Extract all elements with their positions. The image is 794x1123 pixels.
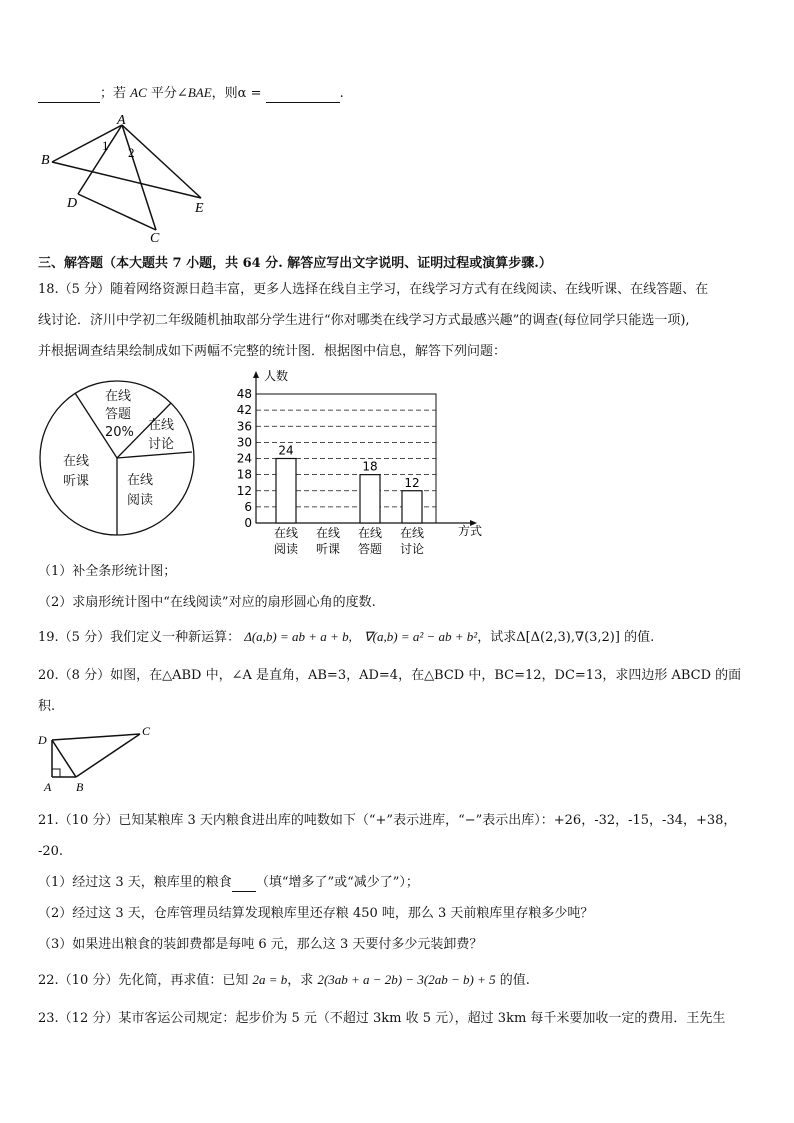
text: . — [339, 86, 344, 101]
text: ，试求Δ[Δ(2,3),∇(3,2)] 的值. — [477, 630, 655, 645]
pie-chart — [38, 373, 200, 543]
vertex-label: C — [150, 231, 160, 246]
pie-label: 在线 — [127, 473, 154, 488]
q21-sub3: （3）如果进出粮食的装卸费都是每吨 6 元，那么这 3 天要付多少元装卸费？ — [38, 937, 483, 952]
y-tick-label: 36 — [236, 419, 252, 434]
math: 2a = b — [252, 972, 288, 987]
y-tick-label: 12 — [236, 483, 252, 498]
answer-blank — [232, 877, 256, 892]
answer-blank — [38, 88, 100, 103]
section-heading: 三、解答题（本大题共 7 小题，共 64 分. 解答应写出文字说明、证明过程或演算步骤.） — [38, 256, 552, 271]
q18-sub2: （2）求扇形统计图中“在线阅读”对应的扇形圆心角的度数. — [38, 595, 376, 610]
math: ∇(a,b) = a² − ab + b² — [363, 629, 478, 644]
math: BAE — [187, 85, 212, 100]
q18-line2: 线讨论．济川中学初二年级随机抽取部分学生进行“你对哪类在线学习方式最感兴趣”的调查(每位同学只能选一项), — [38, 313, 690, 328]
vertex-label: D — [38, 733, 47, 747]
text: 19.（5 分）我们定义一种新运算： — [38, 630, 241, 645]
text: 平分∠ — [150, 86, 188, 101]
math: 2(3ab + a − 2b) − 3(2ab − b) + 5 — [317, 972, 496, 987]
y-tick-label: 0 — [244, 516, 252, 530]
math: AC — [130, 85, 147, 100]
pie-label: 在线 — [105, 389, 132, 404]
x-axis-label: 方式 — [458, 524, 483, 538]
bar-chart — [228, 366, 488, 556]
x-tick-label: 听课 — [315, 542, 341, 556]
text: 的值. — [499, 973, 530, 988]
bar-value-label: 18 — [362, 459, 378, 474]
x-tick-label: 在线 — [315, 526, 341, 540]
q18-line1: 18.（5 分）随着网络资源日趋丰富，更多人选择在线自主学习，在线学习方式有在线阅读、在线听课、在线答题、在 — [38, 282, 709, 297]
x-tick-label: 在线 — [399, 526, 425, 540]
x-tick-label: 答题 — [357, 542, 383, 556]
vertex-label: A — [117, 114, 126, 128]
angle-label: 2 — [128, 145, 135, 160]
q20-line2: 积. — [38, 699, 56, 714]
q21-line1: 21.（10 分）已知某粮库 3 天内粮食进出库的吨数如下（“+”表示进库，“−”表示出库）：+26，-32，-15，-34，+38， — [38, 813, 737, 828]
text: ，求 — [287, 973, 314, 988]
q17-answer-line — [38, 84, 344, 103]
y-axis-label: 人数 — [264, 369, 289, 383]
bar — [402, 491, 422, 523]
figure-17-triangles — [38, 114, 228, 246]
y-tick-label: 6 — [244, 499, 252, 514]
q21-line2: -20. — [38, 844, 64, 859]
pie-label: 答题 — [105, 407, 132, 422]
pie-label: 在线 — [148, 418, 175, 433]
pie-label: 阅读 — [127, 493, 154, 508]
vertex-label: E — [195, 201, 204, 216]
angle-label: 1 — [102, 138, 109, 153]
pie-label: 讨论 — [148, 437, 175, 452]
math: Δ(a,b) = ab + a + b, — [244, 629, 352, 644]
x-tick-label: 阅读 — [273, 542, 299, 556]
bar — [276, 459, 296, 524]
figure-20-quadrilateral — [34, 722, 164, 794]
q22 — [38, 971, 530, 990]
pie-label: 在线 — [63, 454, 90, 469]
vertex-label: B — [76, 780, 84, 794]
q19 — [38, 628, 654, 647]
q18-line3: 并根据调查结果绘制成如下两幅不完整的统计图．根据图中信息，解答下列问题： — [38, 344, 507, 359]
q23-line1: 23.（12 分）某市客运公司规定：起步价为 5 元（不超过 3km 收 5 元），超过 3km 每千米要加收一定的费用．王先生 — [38, 1011, 726, 1026]
y-axis-arrow — [253, 371, 259, 378]
bar-value-label: 24 — [278, 443, 294, 458]
vertex-label: B — [41, 153, 50, 168]
text: （填“增多了”或“减少了”）； — [255, 875, 419, 890]
bar-value-label: 12 — [404, 475, 420, 490]
q21-sub1 — [38, 874, 419, 892]
q18-sub1: （1）补全条形统计图； — [38, 564, 177, 579]
x-tick-label: 在线 — [357, 526, 383, 540]
vertex-label: C — [142, 724, 151, 738]
text: ，则α = — [211, 86, 262, 101]
bar — [360, 475, 380, 523]
q21-sub2: （2）经过这 3 天，仓库管理员结算发现粮库里还存粮 450 吨，那么 3 天前粮库里存粮多少吨？ — [38, 906, 594, 921]
y-tick-label: 30 — [236, 435, 252, 450]
text: ；若 — [100, 86, 127, 101]
y-tick-label: 42 — [236, 403, 252, 418]
y-tick-label: 18 — [236, 467, 252, 482]
vertex-label: D — [67, 196, 78, 211]
text: （1）经过这 3 天，粮库里的粮食 — [38, 875, 232, 890]
x-tick-label: 在线 — [273, 526, 299, 540]
q20-line1: 20.（8 分）如图，在△ABD 中，∠A 是直角，AB=3，AD=4，在△BCD 中，BC=12，DC=13，求四边形 ABCD 的面 — [38, 668, 742, 683]
text: 22.（10 分）先化简，再求值：已知 — [38, 973, 249, 988]
pie-label: 听课 — [63, 474, 90, 489]
answer-blank — [266, 88, 340, 103]
vertex-label: A — [44, 780, 52, 794]
y-tick-label: 48 — [236, 387, 252, 401]
pie-label: 20% — [105, 425, 134, 440]
y-tick-label: 24 — [236, 451, 252, 466]
x-tick-label: 讨论 — [399, 542, 425, 556]
